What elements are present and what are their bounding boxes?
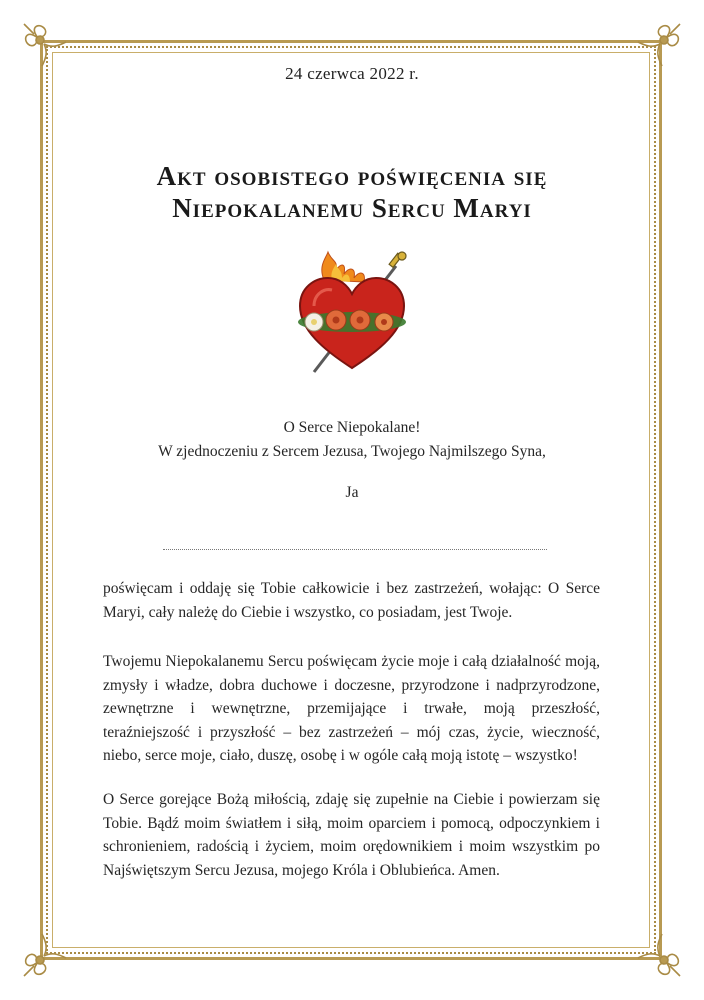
- title-line-1: Akt osobistego poświęcenia się: [156, 161, 548, 191]
- title-line-2: Niepokalanemu Sercu Maryi: [172, 193, 532, 223]
- corner-ornament-icon: [630, 926, 686, 982]
- invocation-line-1: O Serce Niepokalane!: [283, 419, 421, 436]
- document-date: 24 czerwca 2022 r.: [285, 64, 419, 83]
- corner-ornament-icon: [18, 926, 74, 982]
- invocation: [0, 416, 704, 464]
- invocation-line-2: W zjednoczeniu z Sercem Jezusa, Twojego Najmilszego Syna,: [158, 443, 546, 460]
- paragraph-3: O Serce gorejące Bożą miłością, zdaję się zupełnie na Ciebie i powierzam się Tobie. Bądź moim światłem i siłą, moim oparciem i pomocą, odpoczynkiem i schronieniem, radością i życiem, moim orędownikiem i moim wszystkim po Najświętszym Sercu Jezusa, mojego Króla i Oblubieńca. Amen.: [103, 791, 600, 879]
- ja-label: Ja: [345, 484, 359, 501]
- document-title: [0, 160, 704, 224]
- immaculate-heart-icon: [284, 250, 420, 378]
- paragraph-1: poświęcam i oddaję się Tobie całkowicie i bez zastrzeżeń, wołając: O Serce Maryi, cały należę do Ciebie i wszystko, co posiadam, jest Twoje.: [103, 580, 600, 621]
- name-signature-line[interactable]: [163, 549, 547, 550]
- paragraph-2: Twojemu Niepokalanemu Sercu poświęcam życie moje i całą działalność moją, zmysły i władze, dobra duchowe i doczesne, przyrodzone i nadprzyrodzone, zewnętrzne i wewnętrzne, przemijające i trwałe, moją przeszłość, teraźniejszość i przyszłość – bez zastrzeżeń – mój czas, życie, wieczność, niebo, serce moje, ciało, duszę, osobę i w ogóle całą moją istotę – wszystko!: [103, 653, 600, 764]
